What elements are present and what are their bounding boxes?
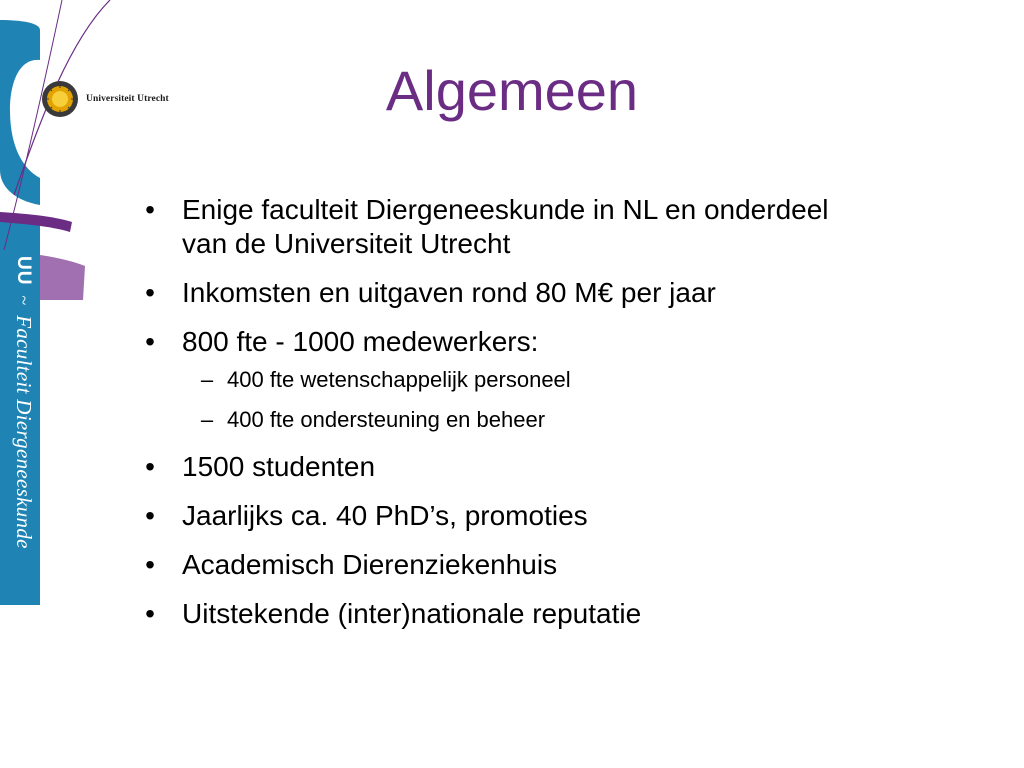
bullet-mark: • (145, 598, 155, 629)
bullet-item (140, 597, 880, 631)
sub-bullet-item (182, 405, 880, 435)
bullet-item (140, 450, 880, 484)
sub-bullet-item (182, 365, 880, 395)
bullet-mark: • (145, 277, 155, 308)
slide-title: Algemeen (385, 59, 639, 122)
caption-abbreviation: UU (13, 256, 35, 286)
vertical-faculty-caption (9, 250, 39, 600)
sub-bullet-text: 400 fte wetenschappelijk personeel (227, 367, 571, 392)
lilac-wedge (40, 255, 85, 300)
bullet-mark: • (145, 194, 155, 225)
bullet-mark: • (145, 549, 155, 580)
bullet-text: Jaarlijks ca. 40 PhD’s, promoties (182, 500, 588, 531)
university-name: Universiteit Utrecht (86, 94, 169, 104)
bullet-text: 1500 studenten (182, 451, 376, 482)
caption-faculty-name: Faculteit Diergeneeskunde (12, 315, 36, 549)
bullet-text: Uitstekende (inter)nationale reputatie (182, 598, 642, 629)
caption-separator: ~ (14, 295, 34, 306)
bullet-item (140, 325, 880, 435)
bullet-item (140, 276, 880, 310)
bullet-text: Academisch Dierenziekenhuis (182, 549, 558, 580)
bullet-mark: • (145, 326, 155, 357)
bullet-text: Enige faculteit Diergeneeskunde in NL en onderdeel van de Universiteit Utrecht (182, 194, 829, 259)
sub-bullet-mark: – (200, 367, 214, 392)
bullet-item (140, 548, 880, 582)
sub-bullet-mark: – (200, 407, 214, 432)
bullet-mark: • (145, 451, 155, 482)
bullet-list (140, 193, 880, 646)
bullet-text: Inkomsten en uitgaven rond 80 M€ per jaar (182, 277, 716, 308)
bullet-text: 800 fte - 1000 medewerkers: (182, 326, 539, 357)
bullet-item (140, 499, 880, 533)
sub-bullet-text: 400 fte ondersteuning en beheer (227, 407, 546, 432)
bullet-item (140, 193, 880, 261)
sub-bullet-list (182, 365, 880, 435)
bullet-mark: • (145, 500, 155, 531)
